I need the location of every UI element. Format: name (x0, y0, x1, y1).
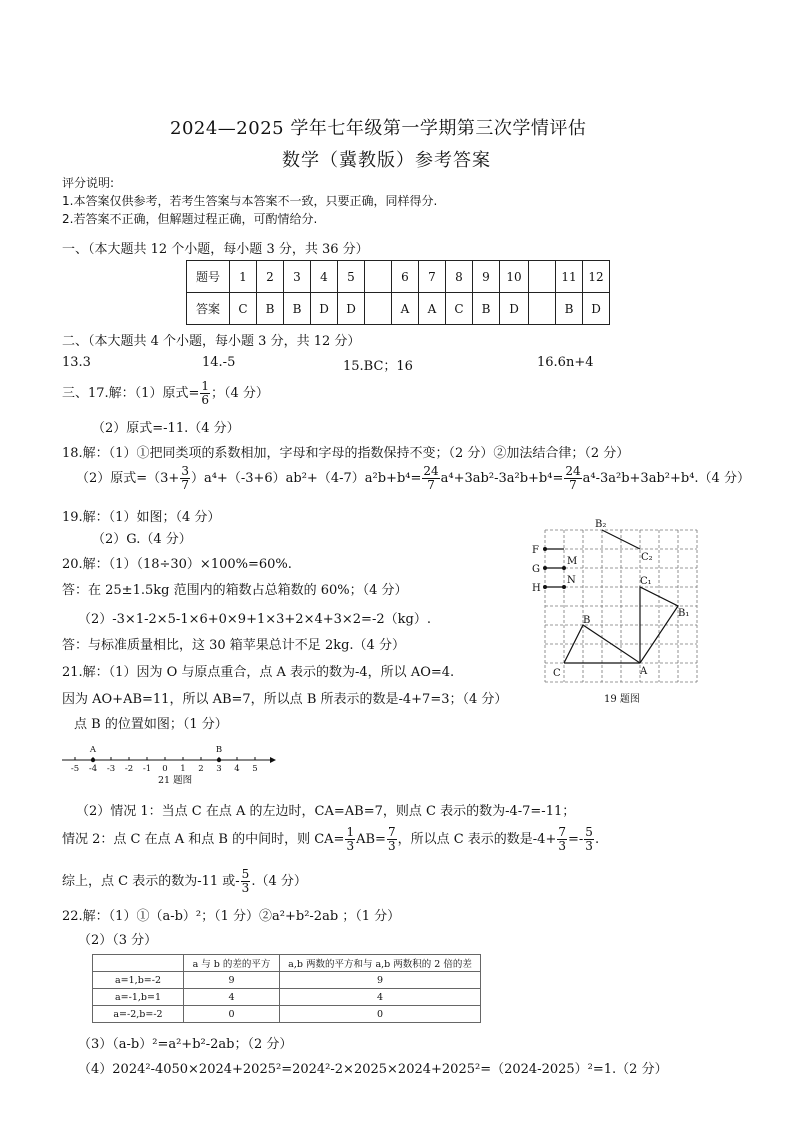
cell-gap (529, 261, 556, 293)
q22-table-header (93, 955, 481, 972)
q21-p6-b: .（4 分） (251, 874, 307, 889)
shapes (545, 530, 678, 663)
point-label-A: A (89, 745, 97, 755)
label-G: G (532, 564, 540, 575)
answer-table-row-answers (187, 293, 610, 325)
q21-p5-d: =- (568, 832, 584, 847)
q21-part3: 点 B 的位置如图；（1 分） (74, 717, 228, 732)
q21-part5 (62, 826, 599, 853)
denominator: 7 (427, 478, 435, 492)
q18-p2-a: （2）原式=（3+ (76, 471, 180, 486)
q20-part3: （2）-3×1-2×5-1×6+0×9+1×3+2×4+3×2=-2（kg）. (78, 612, 431, 627)
table-header-cell: a 与 b 的差的平方 (184, 955, 280, 972)
q22-table (92, 954, 481, 1023)
fraction (557, 826, 567, 853)
note-2: 2.若答案不正确，但解题过程正确，可酌情给分. (62, 212, 318, 226)
cell-num: 12 (583, 261, 610, 293)
table-cell: 4 (184, 989, 280, 1006)
label-A: A (640, 666, 648, 677)
table-cell: 9 (280, 972, 481, 989)
denominator: 3 (558, 839, 566, 853)
q18-p2-b: ）a⁴+（-3+6）ab²+（4-7）a²b+b⁴= (190, 471, 422, 486)
table-row (93, 989, 481, 1006)
cell-num: 3 (284, 261, 311, 293)
numerator: 7 (558, 825, 566, 839)
section2-heading: 二、（本大题共 4 个小题，每小题 3 分，共 12 分） (62, 334, 361, 349)
figure-19-grid (528, 516, 698, 691)
cell-gap (529, 293, 556, 325)
tick-label: -2 (124, 764, 134, 774)
denominator: 7 (569, 478, 577, 492)
table-header-cell (93, 955, 184, 972)
fraction (422, 465, 439, 492)
numerator: 3 (181, 464, 189, 478)
fraction (200, 380, 210, 407)
numerator: 5 (585, 825, 593, 839)
label-M: M (567, 556, 578, 567)
cell-num: 6 (392, 261, 419, 293)
q21-p6-a: 综上，点 C 表示的数为-11 或- (62, 874, 240, 889)
cell-num: 2 (257, 261, 284, 293)
cell-num: 8 (446, 261, 473, 293)
q20-part4: 答：与标准质量相比，这 30 箱苹果总计不足 2kg.（4 分） (62, 638, 405, 653)
label-C2: C₂ (641, 552, 653, 563)
row-label-number: 题号 (187, 261, 230, 293)
cell-num: 10 (500, 261, 529, 293)
cell-gap (365, 261, 392, 293)
answer-15: 15.BC；16 (343, 359, 413, 374)
cell-num: 4 (311, 261, 338, 293)
q22-part4: （4）2024²-4050×2024+2025²=2024²-2×2025×2024+2025²=（2024-2025）²=1.（2 分） (78, 1062, 668, 1077)
fraction (584, 826, 594, 853)
cell-answer: D (338, 293, 365, 325)
tick-label: 3 (216, 764, 222, 774)
label-B2: B₂ (595, 519, 607, 530)
q22-part3: （3）（a-b）²=a²+b²-2ab；（2 分） (78, 1037, 293, 1052)
table-cell: 4 (280, 989, 481, 1006)
cell-answer: B (556, 293, 583, 325)
q20-part2: 答：在 25±1.5kg 范围内的箱数占总箱数的 60%；（4 分） (62, 583, 408, 598)
notes-heading: 评分说明: (62, 176, 115, 190)
table-header-cell: a,b 两数的平方和与 a,b 两数积的 2 倍的差 (280, 955, 481, 972)
cell-answer: C (230, 293, 257, 325)
table-cell: a=1,b=-2 (93, 972, 184, 989)
q19-part1: 19.解：（1）如图；（4 分） (62, 510, 221, 525)
label-F: F (532, 545, 539, 556)
cell-num: 5 (338, 261, 365, 293)
doc-subtitle: 数学（冀教版）参考答案 (282, 150, 491, 171)
tick-label: -1 (142, 764, 152, 774)
section1-heading: 一、（本大题共 12 个小题，每小题 3 分，共 36 分） (62, 242, 369, 257)
figure-21-caption: 21 题图 (158, 775, 193, 786)
label-B: B (583, 615, 591, 626)
numerator: 5 (241, 867, 250, 881)
answer-table-row-numbers (187, 261, 610, 293)
tick-label: 2 (198, 764, 204, 774)
tick-label: 4 (234, 764, 240, 774)
fraction (345, 826, 355, 853)
label-C1: C₁ (640, 576, 652, 587)
table-row (93, 972, 481, 989)
denominator: 6 (201, 393, 209, 407)
q21-p5-a: 情况 2：点 C 在点 A 和点 B 的中间时，则 CA= (62, 832, 345, 847)
cell-answer: C (446, 293, 473, 325)
fraction (564, 465, 581, 492)
cell-answer: A (392, 293, 419, 325)
numerator: 1 (201, 379, 209, 393)
cell-answer: D (583, 293, 610, 325)
answer-13: 13.3 (62, 355, 91, 370)
tick-label: 5 (252, 764, 258, 774)
denominator: 3 (387, 839, 396, 853)
denominator: 7 (181, 478, 189, 492)
q22-part2: （2）（3 分） (78, 933, 158, 948)
table-cell: 9 (184, 972, 280, 989)
q21-p5-b: AB= (356, 832, 386, 847)
answer-table (186, 260, 610, 325)
numerator: 1 (346, 825, 355, 839)
table-cell: 0 (184, 1006, 280, 1023)
numerator: 24 (423, 464, 439, 478)
cell-answer: B (284, 293, 311, 325)
q18-p2-d: a⁴-3a²b+3ab²+b⁴.（4 分） (582, 471, 750, 486)
denominator: 3 (241, 881, 250, 895)
q21-part4: （2）情况 1：当点 C 在点 A 的左边时，CA=AB=7，则点 C 表示的数为-4-7=-11； (76, 804, 576, 819)
label-C: C (553, 668, 561, 679)
q19-part2: （2）G.（4 分） (92, 532, 192, 547)
fraction (241, 868, 251, 895)
answer-14: 14.-5 (202, 355, 236, 370)
table-cell: a=-1,b=1 (93, 989, 184, 1006)
fraction (387, 826, 397, 853)
q22-part1: 22.解：（1）①（a-b）²；（1 分）②a²+b²-2ab ；（1 分） (62, 909, 401, 924)
cell-num: 11 (556, 261, 583, 293)
cell-answer: D (500, 293, 529, 325)
cell-answer: B (257, 293, 284, 325)
q21-part2: 因为 AO+AB=11，所以 AB=7，所以点 B 所表示的数是-4+7=3；（4 分） (62, 692, 508, 707)
cell-answer: A (419, 293, 446, 325)
fraction (180, 465, 190, 492)
label-H: H (532, 583, 541, 594)
q21-p5-e: . (594, 832, 600, 847)
point-label-B: B (215, 745, 223, 755)
doc-title: 2024—2025 学年七年级第一学期第三次学情评估 (170, 118, 587, 139)
q17-p1-post: ；（4 分） (210, 386, 269, 401)
tick-label: -4 (88, 764, 98, 774)
cell-num: 9 (473, 261, 500, 293)
row-label-answer: 答案 (187, 293, 230, 325)
note-1: 1.本答案仅供参考，若考生答案与本答案不一致，只要正确，同样得分. (62, 194, 438, 208)
cell-answer: D (311, 293, 338, 325)
q18-part2 (76, 465, 750, 492)
q17-p1-pre: 三、17.解：（1）原式= (62, 386, 200, 401)
denominator: 3 (346, 839, 355, 853)
numerator: 24 (565, 464, 581, 478)
table-cell: 0 (280, 1006, 481, 1023)
answer-16: 16.6n+4 (537, 355, 594, 370)
tick-label: 1 (180, 764, 186, 774)
cell-num: 7 (419, 261, 446, 293)
cell-answer: B (473, 293, 500, 325)
denominator: 3 (585, 839, 593, 853)
q18-p2-c: a⁴+3ab²-3a²b+b⁴= (440, 471, 564, 486)
q21-part6 (62, 868, 307, 895)
q18-part1: 18.解：（1）①把同类项的系数相加，字母和字母的指数保持不变；（2 分）②加法结合律；（2 分） (62, 446, 630, 461)
tick-label: -5 (70, 764, 80, 774)
label-B1: B₁ (678, 608, 690, 619)
figure-19-caption: 19 题图 (604, 694, 640, 705)
q17-part1 (62, 380, 269, 407)
q17-part2: （2）原式=-11.（4 分） (92, 421, 240, 436)
cell-num: 1 (230, 261, 257, 293)
cell-gap (365, 293, 392, 325)
q21-p5-c: ，所以点 C 表示的数是-4+ (397, 832, 557, 847)
grid-lines (545, 530, 697, 682)
table-cell: a=-2,b=-2 (93, 1006, 184, 1023)
numerator: 7 (387, 825, 396, 839)
q21-part1: 21.解：（1）因为 O 与原点重合，点 A 表示的数为-4，所以 AO=4. (62, 665, 455, 680)
tick-label: 0 (162, 764, 168, 774)
table-row (93, 1006, 481, 1023)
q20-part1: 20.解：（1）（18÷30）×100%=60%. (62, 557, 292, 572)
label-N: N (567, 575, 576, 586)
tick-label: -3 (106, 764, 116, 774)
